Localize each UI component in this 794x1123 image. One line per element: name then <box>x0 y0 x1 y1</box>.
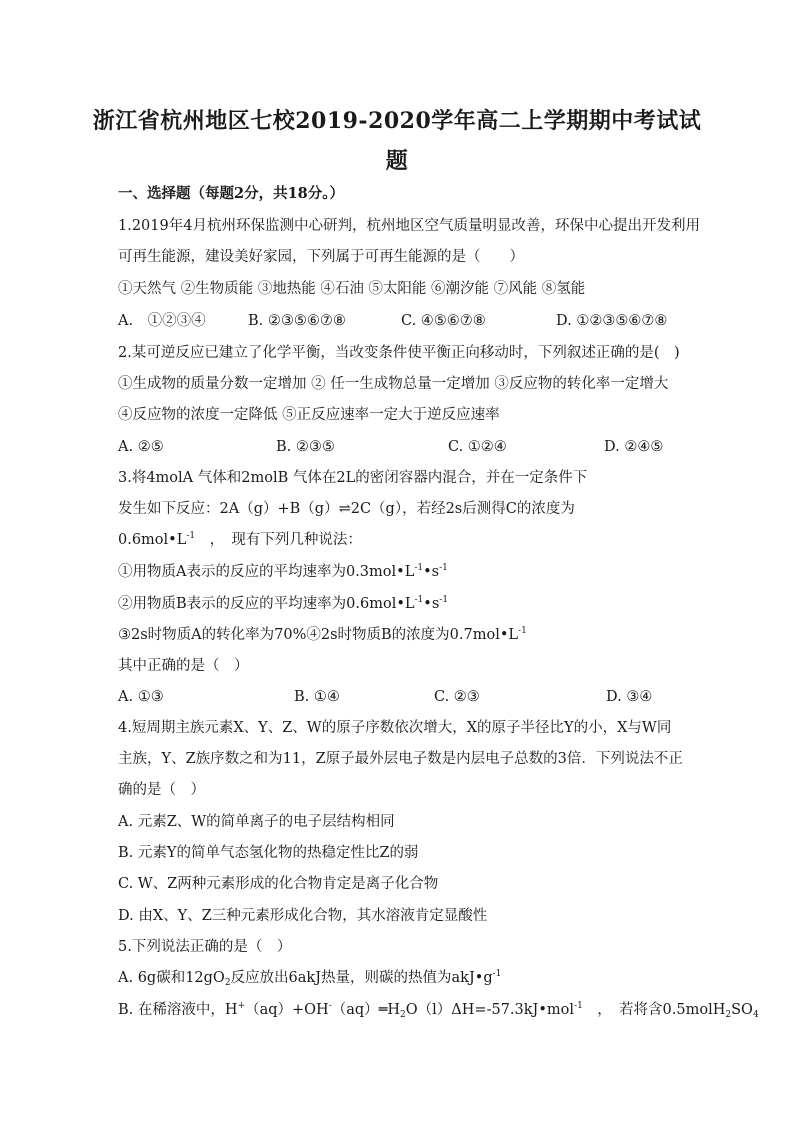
q3-option-d: D. ③④ <box>606 689 653 705</box>
exam-title-continued: 题 <box>385 148 409 174</box>
q2-option-c: C. ①②④ <box>448 439 507 455</box>
q1-option-b: B. ②③⑤⑥⑦⑧ <box>248 313 346 329</box>
q1-option-a: A. ①②③④ <box>118 313 206 329</box>
q4-option-b: B. 元素Y的简单气态氢化物的热稳定性比Z的弱 <box>118 845 419 861</box>
q4-stem-line3: 确的是（ ） <box>118 782 205 798</box>
exam-title: 浙江省杭州地区七校2019-2020学年高二上学期期中考试试 <box>92 108 702 134</box>
q4-option-d: D. 由X、Y、Z三种元素形成化合物，其水溶液肯定显酸性 <box>118 908 488 924</box>
q4-option-c: C. W、Z两种元素形成的化合物肯定是离子化合物 <box>118 876 439 892</box>
q3-option-c: C. ②③ <box>434 689 480 705</box>
q5-option-b: B. 在稀溶液中，$H^+(aq)+OH^-(aq)═H_2O(l)\Delta H=-57.3kJ•mol^{-1}$ ， 若将含$0.5molH_2SO_4$ <box>118 1001 759 1020</box>
q3-stem-line3: $0.6mol•L^{-1}$ ， 现有下列几种说法： <box>118 531 362 548</box>
q3-stem-line2: 发生如下反应：2A（g）+B（g）⇌2C（g），若经2s后测得C的浓度为 <box>118 501 575 517</box>
q2-option-d: D. ②④⑤ <box>604 439 664 455</box>
q4-option-a: A. 元素Z、W的简单离子的电子层结构相同 <box>118 814 395 830</box>
q3-option-a: A. ①③ <box>118 689 164 705</box>
q5-stem: 5.下列说法正确的是（ ） <box>118 939 292 955</box>
q1-items: ①天然气 ②生物质能 ③地热能 ④石油 ⑤太阳能 ⑥潮汐能 ⑦风能 ⑧氢能 <box>118 281 586 297</box>
q3-option-b: B. ①④ <box>294 689 340 705</box>
q2-option-a: A. ②⑤ <box>118 439 164 455</box>
q3-statement-1: ①用物质A表示的反应的平均速率为$0.3mol•L^{-1}•s^{-1}$ <box>118 563 448 580</box>
q1-stem-line2: 可再生能源，建设美好家园，下列属于可再生能源的是（ ） <box>118 249 524 265</box>
q3-statement-3-4: ③2s时物质A的转化率为70%④2s时物质B的浓度为$0.7mol•L^{-1}$ <box>118 626 527 643</box>
q2-stem: 2.某可逆反应已建立了化学平衡，当改变条件使平衡正向移动时，下列叙述正确的是( ) <box>118 345 680 361</box>
q2-items-line2: ④反应物的浓度一定降低 ⑤正反应速率一定大于逆反应速率 <box>118 407 500 423</box>
q4-stem-line2: 主族，Y、Z族序数之和为11，Z原子最外层电子数是内层电子总数的3倍．下列说法不正 <box>118 751 683 767</box>
q2-items-line1: ①生成物的质量分数一定增加 ② 任一生成物总量一定增加 ③反应物的转化率一定增大 <box>118 376 669 392</box>
q1-option-c: C. ④⑤⑥⑦⑧ <box>401 313 486 329</box>
q4-stem-line1: 4.短周期主族元素X、Y、Z、W的原子序数依次增大，X的原子半径比Y的小，X与W同 <box>118 720 672 736</box>
q1-option-d: D. ①②③⑤⑥⑦⑧ <box>556 313 668 329</box>
q5-option-a: A. 6g碳和$12gO_2$反应放出6akJ热量，则碳的热值为$akJ•g^{-1}$ <box>118 969 502 988</box>
q3-statement-2: ②用物质B表示的反应的平均速率为$0.6mol•L^{-1}•s^{-1}$ <box>118 595 449 612</box>
q1-stem-line1: 1.2019年4月杭州环保监测中心研判，杭州地区空气质量明显改善，环保中心提出开发利用 <box>118 218 700 234</box>
section-heading: 一、选择题（每题2分，共18分。） <box>118 185 345 202</box>
q3-stem-line1: 3.将4molA 气体和2molB 气体在2L的密闭容器内混合，并在一定条件下 <box>118 470 588 486</box>
q2-option-b: B. ②③⑤ <box>276 439 335 455</box>
q3-ask: 其中正确的是（ ） <box>118 658 249 674</box>
